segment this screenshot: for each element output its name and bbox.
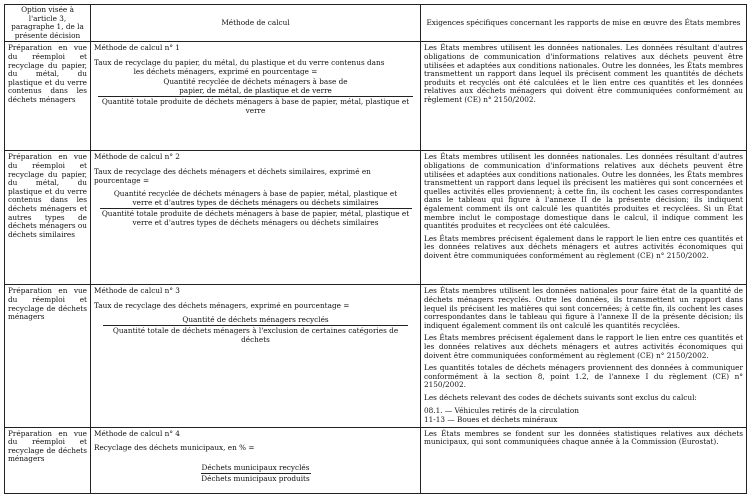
formula-denominator — [100, 209, 412, 227]
numerator-line: Quantité de déchets ménagers recyclés — [182, 314, 329, 324]
formula-fraction — [103, 316, 408, 345]
method-name: Méthode de calcul n° 3 — [94, 286, 180, 296]
method-description: Taux de recyclage des déchets ménagers et déchets similaires, exprimé en pourcentage = — [94, 166, 371, 185]
requirement-paragraph: Les déchets relevant des codes de déchets suivants sont exclus du calcul: — [424, 392, 697, 402]
method-cell — [91, 285, 421, 427]
numerator-line: Quantité recyclée de déchets ménagers à base de papier, métal, plastique et — [113, 189, 398, 199]
formula-denominator: Quantité totale produite de déchets ménagers à base de papier, métal, plastique et verre — [101, 97, 410, 115]
requirements-cell — [421, 42, 747, 151]
option-cell: Préparation en vue du réemploi et recyclage de déchets ménagers — [5, 427, 91, 493]
method-description: Taux de recyclage du papier, du métal, du plastique et du verre contenus dans — [94, 57, 385, 67]
method-description: Taux de recyclage des déchets ménagers, exprimé en pourcentage = — [94, 300, 350, 310]
calculation-methods-table — [4, 4, 747, 494]
requirement-paragraph: Les quantités totales de déchets ménagers proviennent des données à communiquer conformément à la section 8, point 1.2, de l'annexe I du règlement (CE) n° 2150/2002. — [424, 363, 743, 390]
option-cell: Préparation en vue du réemploi et recyclage de déchets ménagers — [5, 285, 91, 427]
requirements-cell — [421, 285, 747, 427]
requirement-paragraph: Les États membres précisent également dans le rapport le lien entre ces quantités et les données relatives aux déchets ménagers et autres activités économiques qui doivent être communiquées conformément au règlement (CE) n° 2150/2002. — [424, 233, 743, 260]
numerator-line: Déchets municipaux recyclés — [201, 462, 310, 472]
method-description: Recyclage des déchets municipaux, en % = — [94, 443, 255, 453]
table-row — [5, 285, 747, 427]
method-name: Méthode de calcul n° 4 — [94, 428, 180, 438]
table-row — [5, 42, 747, 151]
requirement-paragraph: Les États membres précisent également dans le rapport le lien entre ces quantités et les données relatives aux déchets ménagers et autres activités économiques qui doivent être communiquées conformément au règlement (CE) n° 2150/2002. — [424, 333, 743, 360]
header-requirements: Exigences spécifiques concernant les rapports de mise en œuvre des États membres — [421, 5, 747, 42]
option-cell: Préparation en vue du réemploi et recyclage du papier, du métal, du plastique et du verre contenus dans les déchets ménagers et autres types de déchets ménagers ou déchets similaires — [5, 151, 91, 285]
header-option: Option visée à l'article 3, paragraphe 1, de la présente décision — [5, 5, 91, 42]
requirement-paragraph: Les États membres se fondent sur les données statistiques relatives aux déchets municipaux, qui sont communiquées chaque année à la Commission (Eurostat). — [424, 428, 743, 447]
method-name: Méthode de calcul n° 2 — [94, 152, 180, 162]
requirement-paragraph: Les États membres utilisent les données nationales. Les données résultant d'autres obligations de communication d'informations relatives aux déchets peuvent être utilisées et adaptées aux conditions nationales. Outre les données, les États membres transmettent un rapport dans lequel ils précisent les matières qui sont concernées et quelles activités elles proviennent; à cette fin, ils cochent les cases correspondantes dans le tableau qui figure à l'annexe II de la présente décision; ils indiquent également comment ils ont calculé les quantités produites et recyclées. Si un État membre inclut le compostage domestique dans le calcul, il indique comment les quantités produites et recyclées ont été calculées. — [424, 152, 743, 231]
numerator-line: verre et d'autres types de déchets ménagers ou déchets similaires — [132, 197, 379, 207]
requirements-cell — [421, 151, 747, 285]
requirements-cell — [421, 427, 747, 493]
formula-denominator: Déchets municipaux produits — [201, 474, 310, 484]
formula-numerator — [98, 78, 413, 97]
formula-denominator: Quantité totale de déchets ménagers à l'exclusion de certaines catégories de déchets — [112, 326, 399, 344]
option-cell: Préparation en vue du réemploi et recyclage du papier, du métal, du plastique et du verre contenus dans les déchets ménagers — [5, 42, 91, 151]
numerator-line: papier, de métal, de plastique et de verre — [179, 85, 332, 95]
table-header-row — [5, 5, 747, 42]
method-cell — [91, 42, 421, 151]
formula-numerator — [103, 316, 408, 327]
numerator-line: Quantité recyclée de déchets ménagers à base de — [163, 77, 348, 87]
denominator-line: Quantité totale produite de déchets ménagers à base de papier, métal, plastique et — [101, 209, 410, 219]
header-method: Méthode de calcul — [91, 5, 421, 42]
formula-numerator — [100, 190, 412, 209]
table-row — [5, 151, 747, 285]
method-name: Méthode de calcul n° 1 — [94, 43, 180, 53]
method-cell — [91, 427, 421, 493]
waste-code-item: 11-13 — Boues et déchets minéraux — [424, 415, 558, 425]
denominator-line: verre et d'autres types de déchets ménagers ou déchets similaires — [132, 217, 379, 227]
table-row — [5, 427, 747, 493]
requirement-paragraph: Les États membres utilisent les données nationales pour faire état de la quantité de déchets ménagers recyclés. Outre les données, ils transmettent un rapport dans lequel ils précisent les matières qui sont concernées; à cette fin, ils cochent les cases correspondantes dans le tableau qui figure à l'annexe II de la présente décision; ils indiquent également comment ils ont calculé les quantités recyclées. — [424, 286, 743, 330]
waste-code-item: 08.1. — Véhicules retirés de la circulation — [424, 405, 579, 415]
method-description-cont: les déchets ménagers, exprimé en pourcentage = — [133, 66, 318, 76]
formula-fraction — [98, 78, 413, 115]
method-cell — [91, 151, 421, 285]
formula-fraction — [100, 190, 412, 227]
requirement-paragraph: Les États membres utilisent les données nationales. Les données résultant d'autres obligations de communication d'informations relatives aux déchets peuvent être utilisées et adaptées aux conditions nationales. Outre les données, les États membres transmettent un rapport dans lequel ils précisent comment les quantités de déchets produits et recyclés ont été calculées et le lien entre ces quantités et les données relatives aux déchets ménagers qui doivent être communiquées conformément au règlement (CE) n° 2150/2002. — [424, 43, 743, 104]
formula-fraction — [201, 464, 311, 484]
